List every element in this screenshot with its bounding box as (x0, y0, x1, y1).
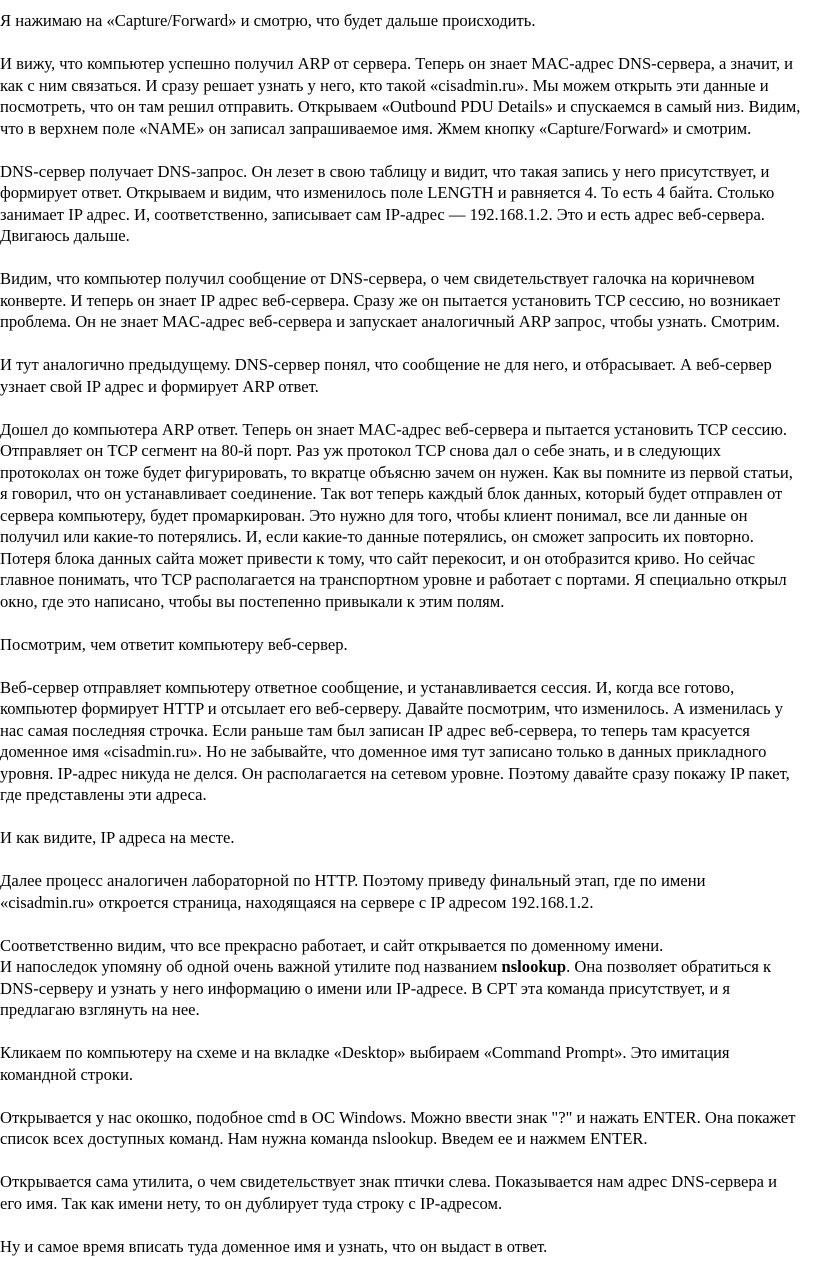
paragraph: Открывается у нас окошко, подобное cmd в ОС Windows. Можно ввести знак "?" и нажать ENTER. Она покажет список всех доступных команд. Нам нужна команда nslookup. Введем ее и нажмем ENTER. (0, 1107, 796, 1148)
paragraph-line-start: И напоследок упомяну об одной очень важной утилите под названием (0, 957, 502, 976)
paragraph: Открывается сама утилита, о чем свидетельствует знак птички слева. Показывается нам адрес DNS-сервера и его имя. Так как имени нету, то он дублирует туда строку с IP-адресом. (0, 1172, 778, 1213)
paragraph-line: Соответственно видим, что все прекрасно работает, и сайт открывается по доменному имени. (0, 935, 664, 955)
paragraph: Я нажимаю на «Capture/Forward» и смотрю, что будет дальше происходить. (0, 11, 536, 30)
paragraph: И тут аналогично предыдущему. DNS-сервер понял, что сообщение не для него, и отбрасывает. А веб-сервер узнает свой IP адрес и формирует ARP ответ. (0, 355, 772, 396)
paragraph: Веб-сервер отправляет компьютеру ответное сообщение, и устанавливается сессия. И, когда все готово, компьютер формирует HTTP и отсылает его веб-серверу. Давайте посмотрим, что изменилось. А изменилась у нас самая последняя строчка. Если раньше там был записан IP адрес веб-сервера, то теперь там красуется доменное имя «cisadmin.ru». Но не забывайте, что доменное имя тут записано только в данных прикладного уровня. IP-адрес никуда не делся. Он располагается на сетевом уровне. Поэтому давайте сразу покажу IP пакет, где представлены эти адреса. (0, 677, 790, 804)
paragraph: И как видите, IP адреса на месте. (0, 828, 235, 847)
paragraph: Дошел до компьютера ARP ответ. Теперь он знает MAC-адрес веб-сервера и пытается установить TCP сессию. Отправляет он TCP сегмент на 80-й порт. Раз уж протокол TCP снова дал о себе знать, и в следующих протоколах он тоже будет фигурировать, то вкратце объясню зачем он нужен. Как вы помните из первой статьи, я говорил, что он устанавливает соединение. Так вот теперь каждый блок данных, который будет отправлен от сервера компьютеру, будет промаркирован. Это нужно для того, чтобы клиент понимал, все ли данные он получил или какие-то потерялись. И, если какие-то данные потерялись, он сможет запросить их повторно. Потеря блока данных сайта может привести к тому, что сайт перекосит, и он отобразится криво. Но сейчас главное понимать, что TCP располагается на транспортном уровне и работает с портами. Я специально открыл окно, где это написано, чтобы вы постепенно привыкали к этим полям. (0, 419, 793, 611)
paragraph: И вижу, что компьютер успешно получил ARP от сервера. Теперь он знает MAC-адрес DNS-сервера, а значит, и как с ним связаться. И сразу решает узнать у него, кто такой «cisadmin.ru». Мы можем открыть эти данные и посмотреть, что он там решил отправить. Открываем «Outbound PDU Details» и спускаемся в самый низ. Видим, что в верхнем поле «NAME» он записал запрашиваемое имя. Жмем кнопку «Capture/Forward» и смотрим. (0, 54, 801, 138)
nslookup-term: nslookup (501, 957, 567, 976)
paragraph: Видим, что компьютер получил сообщение от DNS-сервера, о чем свидетельствует галочка на коричневом конверте. И теперь он знает IP адрес веб-сервера. Сразу же он пытается установить TCP сессию, но возникает проблема. Он не знает MAC-адрес веб-сервера и запускает аналогичный ARP запрос, чтобы узнать. Смотрим. (0, 269, 781, 331)
paragraph: DNS-сервер получает DNS-запрос. Он лезет в свою таблицу и видит, что такая запись у него присутствует, и формирует ответ. Открываем и видим, что изменилось поле LENGTH и равняется 4. То есть 4 байта. Столько занимает IP адрес. И, соответственно, записывает сам IP-адрес — 192.168.1.2. Это и есть адрес веб-сервера. Двигаюсь дальше. (0, 161, 775, 245)
paragraph: Ну и самое время вписать туда доменное имя и узнать, что он выдаст в ответ. (0, 1236, 548, 1256)
paragraph: Далее процесс аналогичен лабораторной по HTTP. Поэтому приведу финальный этап, где по имени «cisadmin.ru» откроется страница, находящаяся на сервере с IP адресом 192.168.1.2. (0, 871, 706, 912)
paragraph-nslookup (0, 935, 802, 1021)
paragraph: Кликаем по компьютеру на схеме и на вкладке «Desktop» выбираем «Command Prompt». Это имитация командной строки. (0, 1043, 730, 1084)
paragraph-line-end: . Она позволяет обратиться к DNS-серверу и узнать у него информацию о имени или IP-адресе. В CPT эта команда присутствует, и я предлагаю взглянуть на нее. (0, 957, 772, 1019)
paragraph: Посмотрим, чем ответит компьютеру веб-сервер. (0, 634, 348, 654)
